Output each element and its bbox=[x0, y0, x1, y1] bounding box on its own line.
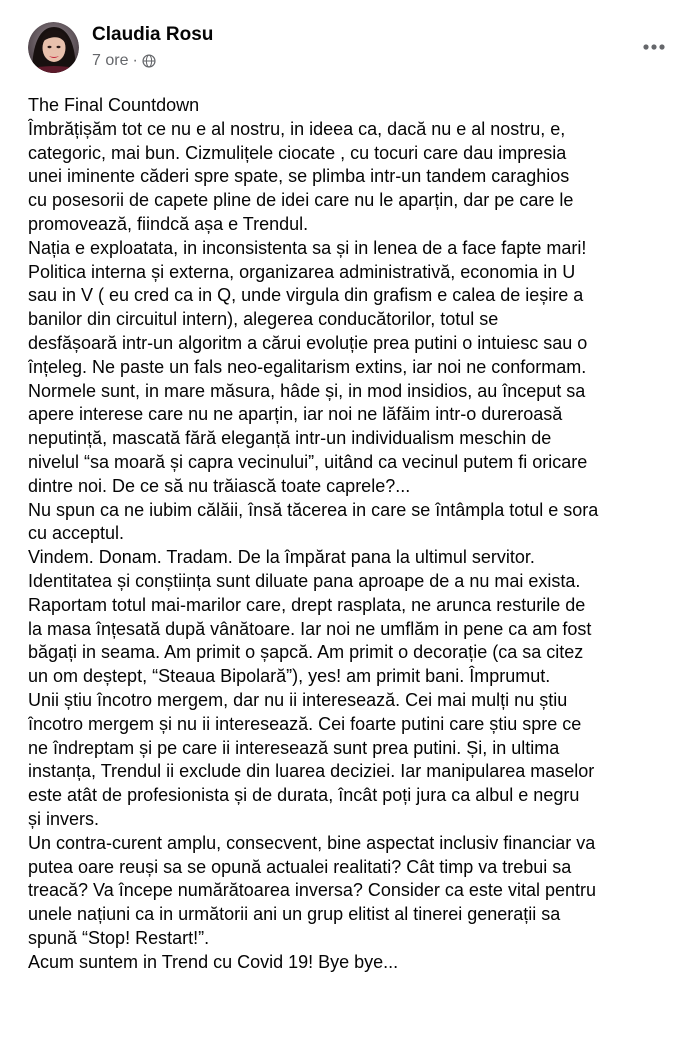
post-text-line: Normele sunt, in mare măsura, hâde și, in mod insidios, au început sa bbox=[28, 380, 586, 401]
post-text-line: spună “Stop! Restart!”. bbox=[28, 927, 210, 948]
author-name[interactable]: Claudia Rosu bbox=[92, 24, 214, 45]
post-text-line: unei iminente căderi spre spate, se plimba intr-un tandem caraghios bbox=[28, 166, 570, 187]
post-text-line: categoric, mai bun. Cizmulițele ciocate , cu tocuri care dau impresia bbox=[28, 142, 567, 163]
post-text-line: neputință, mascată fără eleganță intr-un individualism meschin de bbox=[28, 428, 552, 449]
post-text-line: treacă? Va începe numărătoarea inversa? Consider ca este vital pentru bbox=[28, 880, 596, 901]
post-text-line: desfășoară intr-un algoritm a cărui evoluție prea putini o intuiesc sau o bbox=[28, 332, 588, 353]
globe-icon[interactable] bbox=[142, 54, 156, 68]
post-text-line: cu acceptul. bbox=[28, 523, 125, 544]
more-options-button[interactable] bbox=[634, 29, 674, 65]
post-timestamp[interactable]: 7 ore bbox=[92, 52, 129, 69]
post-text-line: și invers. bbox=[28, 808, 100, 829]
post-text-line: Raportam totul mai-marilor care, drept rasplata, ne arunca resturile de bbox=[28, 594, 586, 615]
post-text-line: băgați in seama. Am primit o șapcă. Am primit o decorație (ca sa citez bbox=[28, 642, 584, 663]
post-text-line: nivelul “sa moară și capra vecinului”, uitând ca vecinul putem fi oricare bbox=[28, 451, 588, 472]
post-text-line: Nu spun ca ne iubim călăii, însă tăcerea in care se întâmpla totul e sora bbox=[28, 499, 599, 520]
post-text-line: dintre noi. De ce să nu trăiască toate caprele?... bbox=[28, 475, 411, 496]
post-text-line: un om deștept, “Steaua Bipolară”), yes! am primit bani. Împrumut. bbox=[28, 666, 551, 687]
post-text-line: The Final Countdown bbox=[28, 95, 200, 115]
post-text-line: promovează, fiindcă așa e Trendul. bbox=[28, 213, 309, 234]
post-text-line: instanța, Trendul ii exclude din luarea deciziei. Iar manipularea maselor bbox=[28, 761, 595, 782]
meta-separator: · bbox=[132, 52, 138, 69]
post-meta bbox=[92, 52, 156, 70]
post-text-line: Politica interna și externa, organizarea administrativă, economia in U bbox=[28, 261, 576, 282]
post-text bbox=[28, 94, 692, 974]
post-text-line: Vindem. Donam. Tradam. De la împărat pana la ultimul servitor. bbox=[28, 547, 535, 568]
post-text-line: unele națiuni ca in următorii ani un grup elitist al tinerei generații sa bbox=[28, 904, 561, 925]
post-header bbox=[0, 0, 700, 90]
post-text-line: înțeleg. Ne paste un fals neo-egalitarism extins, iar noi ne conformam. bbox=[28, 356, 587, 377]
post-text-line: banilor din circuitul intern), alegerea conducătorilor, totul se bbox=[28, 309, 499, 330]
post-text-line: sau in V ( eu cred ca in Q, unde virgula din grafism e calea de ieșire a bbox=[28, 285, 584, 306]
post-text-line: cu posesorii de capete pline de idei care nu le aparțin, dar pe care le bbox=[28, 190, 574, 211]
post-text-line: apere interese care nu ne aparțin, iar noi ne lăfăim intr-o dureroasă bbox=[28, 404, 563, 425]
post-text-line: la masa înțesată după vânătoare. Iar noi ne umflăm in pene ca am fost bbox=[28, 618, 592, 639]
profile-photo bbox=[28, 22, 79, 73]
post-text-line: Nația e exploatata, in inconsistenta sa și in lenea de a face fapte mari! bbox=[28, 237, 587, 258]
post-text-line: putea oare reuși sa se opună actualei realitati? Cât timp va trebui sa bbox=[28, 856, 572, 877]
post-text-line: Un contra-curent amplu, consecvent, bine aspectat inclusiv financiar va bbox=[28, 832, 596, 853]
avatar[interactable] bbox=[28, 22, 79, 73]
post-text-line: Unii știu încotro mergem, dar nu ii interesează. Cei mai mulți nu știu bbox=[28, 689, 568, 710]
post-text-line: Acum suntem in Trend cu Covid 19! Bye bye... bbox=[28, 951, 399, 972]
post-text-line: încotro mergem și nu ii interesează. Cei foarte putini care știu spre ce bbox=[28, 713, 582, 734]
post-text-line: Îmbrățișăm tot ce nu e al nostru, in ideea ca, dacă nu e al nostru, e, bbox=[28, 118, 566, 139]
post-text-line: Identitatea și conștiința sunt diluate pana aproape de a nu mai exista. bbox=[28, 570, 581, 591]
post-text-line: ne îndreptam și pe care ii interesează sunt prea putini. Și, in ultima bbox=[28, 737, 560, 758]
more-horizontal-icon bbox=[643, 44, 665, 50]
post-text-line: este atât de profesionista și de durata, încât poți jura ca albul e negru bbox=[28, 785, 580, 806]
